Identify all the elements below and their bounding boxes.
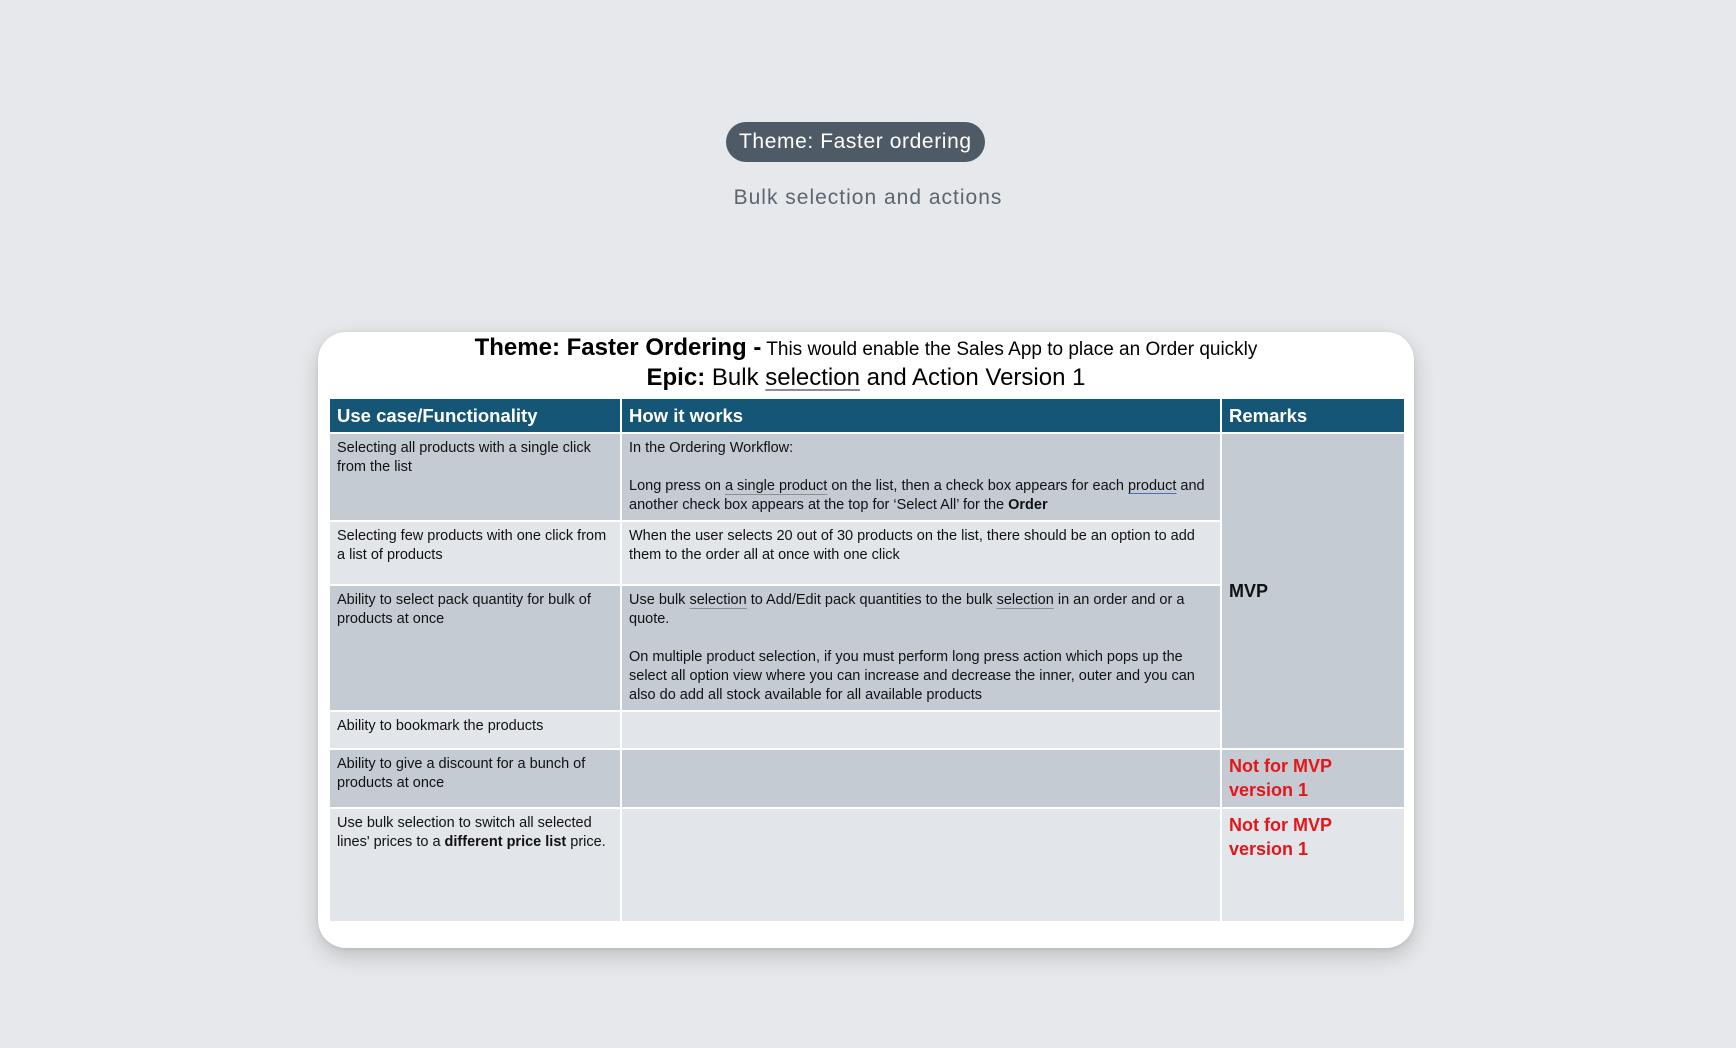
table-row bbox=[329, 749, 1405, 808]
how-intro: In the Ordering Workflow: bbox=[629, 440, 794, 456]
how-text: Long press on bbox=[629, 478, 721, 494]
how-text: and another check box appears at the top for ‘Select All’ for the bbox=[629, 478, 1205, 513]
remark-not-mvp: Not for MVP version 1 bbox=[1221, 749, 1405, 808]
table-row bbox=[329, 808, 1405, 922]
use-case-bold-text: different price list bbox=[444, 834, 567, 850]
epic-text-pre: Bulk bbox=[711, 364, 759, 391]
page-subtitle: Bulk selection and actions bbox=[733, 186, 1003, 209]
how-it-works-cell bbox=[621, 433, 1221, 521]
header-remarks: Remarks bbox=[1221, 398, 1405, 433]
epic-heading bbox=[318, 362, 1414, 394]
use-case-cell bbox=[329, 808, 621, 922]
how-underlined-text: selection bbox=[996, 592, 1054, 608]
table-row bbox=[329, 433, 1405, 521]
slide-card bbox=[318, 332, 1414, 948]
epic-label: Epic: bbox=[646, 364, 706, 391]
remark-not-mvp: Not for MVP version 1 bbox=[1221, 808, 1405, 922]
table-header-row bbox=[329, 398, 1405, 433]
use-case-text: Use bulk selection to switch all selected lines' prices to a bbox=[337, 815, 592, 850]
use-case-cell: Selecting all products with a single click from the list bbox=[329, 433, 621, 521]
how-text: Use bulk bbox=[629, 592, 686, 608]
how-it-works-cell: When the user selects 20 out of 30 products on the list, there should be an option to add them to the order all at once with one click bbox=[621, 521, 1221, 585]
header-use-case: Use case/Functionality bbox=[329, 398, 621, 433]
how-text: in an order and or a quote. bbox=[629, 592, 1185, 627]
how-text: on the list, then a check box appears for each bbox=[831, 478, 1124, 494]
epic-text-post: and Action Version 1 bbox=[866, 364, 1086, 391]
how-underlined-text: selection bbox=[689, 592, 747, 608]
theme-description: This would enable the Sales App to place an Order quickly bbox=[766, 339, 1258, 360]
requirements-table bbox=[328, 397, 1406, 923]
use-case-cell: Selecting few products with one click from a list of products bbox=[329, 521, 621, 585]
theme-heading bbox=[318, 332, 1414, 366]
how-underlined-text: product bbox=[1127, 478, 1177, 494]
epic-text-underlined: selection bbox=[765, 364, 860, 391]
how-it-works-cell bbox=[621, 749, 1221, 808]
header-how-it-works: How it works bbox=[621, 398, 1221, 433]
use-case-cell: Ability to select pack quantity for bulk of products at once bbox=[329, 585, 621, 711]
how-underlined-text: a single product bbox=[724, 478, 828, 494]
remark-mvp: MVP bbox=[1221, 433, 1405, 749]
use-case-text: price. bbox=[570, 834, 606, 850]
theme-label: Theme: Faster Ordering - bbox=[474, 334, 762, 361]
how-it-works-cell bbox=[621, 585, 1221, 711]
how-it-works-cell bbox=[621, 711, 1221, 749]
use-case-cell: Ability to give a discount for a bunch of products at once bbox=[329, 749, 621, 808]
theme-pill: Theme: Faster ordering bbox=[726, 122, 985, 162]
how-text: On multiple product selection, if you must perform long press action which pops up the select all option view where you can increase and decrease the inner, outer and you can also do add all stock available for all available products bbox=[629, 649, 1195, 703]
how-it-works-cell bbox=[621, 808, 1221, 922]
how-text: to Add/Edit pack quantities to the bulk bbox=[750, 592, 993, 608]
use-case-cell: Ability to bookmark the products bbox=[329, 711, 621, 749]
how-bold-text: Order bbox=[1008, 497, 1048, 513]
